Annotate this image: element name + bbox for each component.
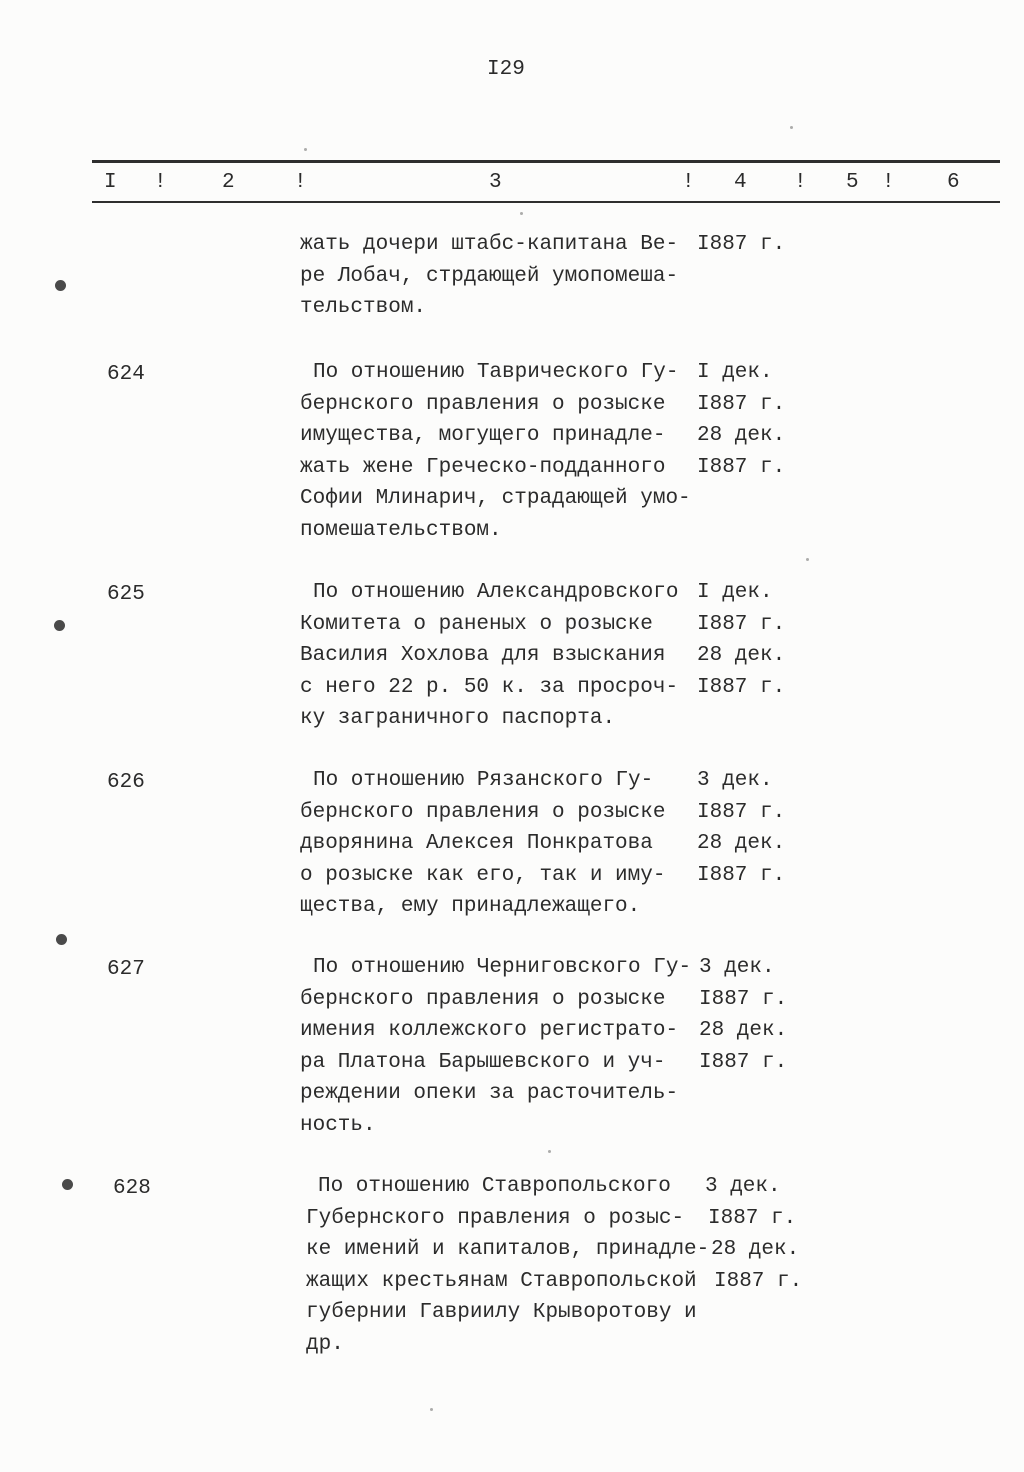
entry-date: I887 г.	[697, 863, 786, 887]
entry-text-line: бернского правления о розыске	[300, 392, 666, 416]
entry-text-line: жащих крестьянам Ставропольской	[306, 1269, 697, 1293]
entry-number: 627	[107, 958, 145, 981]
entry-text-line: Губернского правления о розыс-	[306, 1206, 685, 1230]
entry-text-line: ность.	[300, 1114, 376, 1137]
page-number: I29	[487, 58, 525, 81]
entry-date: I887 г.	[697, 233, 786, 256]
header-col-4: 4	[734, 171, 747, 194]
entry-text-line: бернского правления о розыске	[300, 800, 666, 824]
entry-text-line: о розыске как его, так и иму-	[300, 863, 666, 887]
entry-text-line: имения коллежского регистрато-	[300, 1019, 679, 1043]
entry-number: 625	[107, 583, 145, 606]
entry-number: 628	[113, 1177, 151, 1200]
entry-date: I887 г.	[697, 675, 786, 699]
table-top-rule	[92, 160, 1000, 163]
paper-speck	[806, 558, 809, 561]
header-separator: !	[154, 171, 167, 194]
entry-date: I887 г.	[697, 612, 786, 636]
entry-text-line: ке имений и капиталов, принадле-	[306, 1238, 710, 1262]
punch-hole-mark	[55, 280, 66, 291]
entry-number: 626	[107, 771, 145, 794]
entry-text-line: По отношению Александровского	[313, 581, 679, 604]
entry-date: 28 дек.	[697, 832, 786, 856]
entry-text-line: помешательством.	[300, 519, 502, 542]
entry-text-line: дворянина Алексея Понкратова	[300, 832, 653, 856]
entry-text-line: По отношению Ставропольского	[318, 1175, 671, 1198]
entry-text-line: бернского правления о розыске	[300, 987, 666, 1011]
entry-date: I887 г.	[697, 392, 786, 416]
entry-number: 624	[107, 363, 145, 386]
entry-date: 28 дек.	[699, 1019, 788, 1043]
entry-date: 28 дек.	[697, 644, 786, 668]
entry-text-line: По отношению Рязанского Гу-	[313, 769, 654, 792]
header-separator: !	[882, 171, 895, 194]
header-col-1: I	[104, 171, 117, 194]
entry-date: I887 г.	[708, 1206, 797, 1230]
entry-text-line: Комитета о раненых о розыске	[300, 612, 653, 636]
entry-date: I дек.	[697, 581, 773, 604]
entry-text-line: с него 22 р. 50 к. за просроч-	[300, 675, 679, 699]
entry-date: I887 г.	[714, 1269, 803, 1293]
entry-text-line: тельством.	[300, 296, 427, 320]
paper-speck	[520, 212, 523, 215]
entry-text-line: жать жене Греческо-подданного	[300, 455, 666, 479]
entry-text-line: имущества, могущего принадле-	[300, 424, 666, 448]
paper-speck	[430, 1408, 433, 1411]
entry-date: 3 дек.	[697, 769, 773, 792]
entry-text-line: ра Платона Барышевского и уч-	[300, 1050, 666, 1074]
entry-date: I887 г.	[697, 800, 786, 824]
paper-speck	[304, 148, 307, 151]
header-separator: !	[682, 171, 695, 194]
header-separator: !	[794, 171, 807, 194]
entry-date: I887 г.	[699, 987, 788, 1011]
entry-date: I дек.	[697, 361, 773, 384]
entry-date: I887 г.	[699, 1050, 788, 1074]
entry-text-line: Софии Млинарич, страдающей умо-	[300, 487, 691, 511]
paper-speck	[790, 126, 793, 129]
header-separator: !	[294, 171, 307, 194]
paper-speck	[548, 1150, 551, 1153]
header-col-6: 6	[947, 171, 960, 194]
entry-date: 3 дек.	[699, 956, 775, 979]
entry-text-line: ре Лобач, стрдающей умопомеша-	[300, 264, 679, 288]
punch-hole-mark	[54, 620, 65, 631]
entry-text-line: губернии Гавриилу Крыворотову и	[306, 1301, 697, 1325]
punch-hole-mark	[62, 1179, 73, 1190]
entry-text-line: реждении опеки за расточитель-	[300, 1082, 679, 1106]
entry-text-line: По отношению Черниговского Гу-	[313, 956, 692, 979]
entry-date: I887 г.	[697, 455, 786, 479]
header-col-2: 2	[222, 171, 235, 194]
entry-text-line: щества, ему принадлежащего.	[300, 895, 641, 919]
entry-date: 28 дек.	[711, 1238, 800, 1262]
entry-text-line: Василия Хохлова для взыскания	[300, 644, 666, 668]
table-header-bottom-rule	[92, 201, 1000, 203]
header-col-5: 5	[846, 171, 859, 194]
entry-text-line: жать дочери штабс-капитана Ве-	[300, 233, 679, 256]
header-col-3: 3	[489, 171, 502, 194]
entry-date: 28 дек.	[697, 424, 786, 448]
entry-text-line: ку заграничного паспорта.	[300, 707, 616, 731]
entry-text-line: др.	[306, 1333, 344, 1356]
entry-text-line: По отношению Таврического Гу-	[313, 361, 679, 384]
entry-date: 3 дек.	[705, 1175, 781, 1198]
punch-hole-mark	[56, 934, 67, 945]
